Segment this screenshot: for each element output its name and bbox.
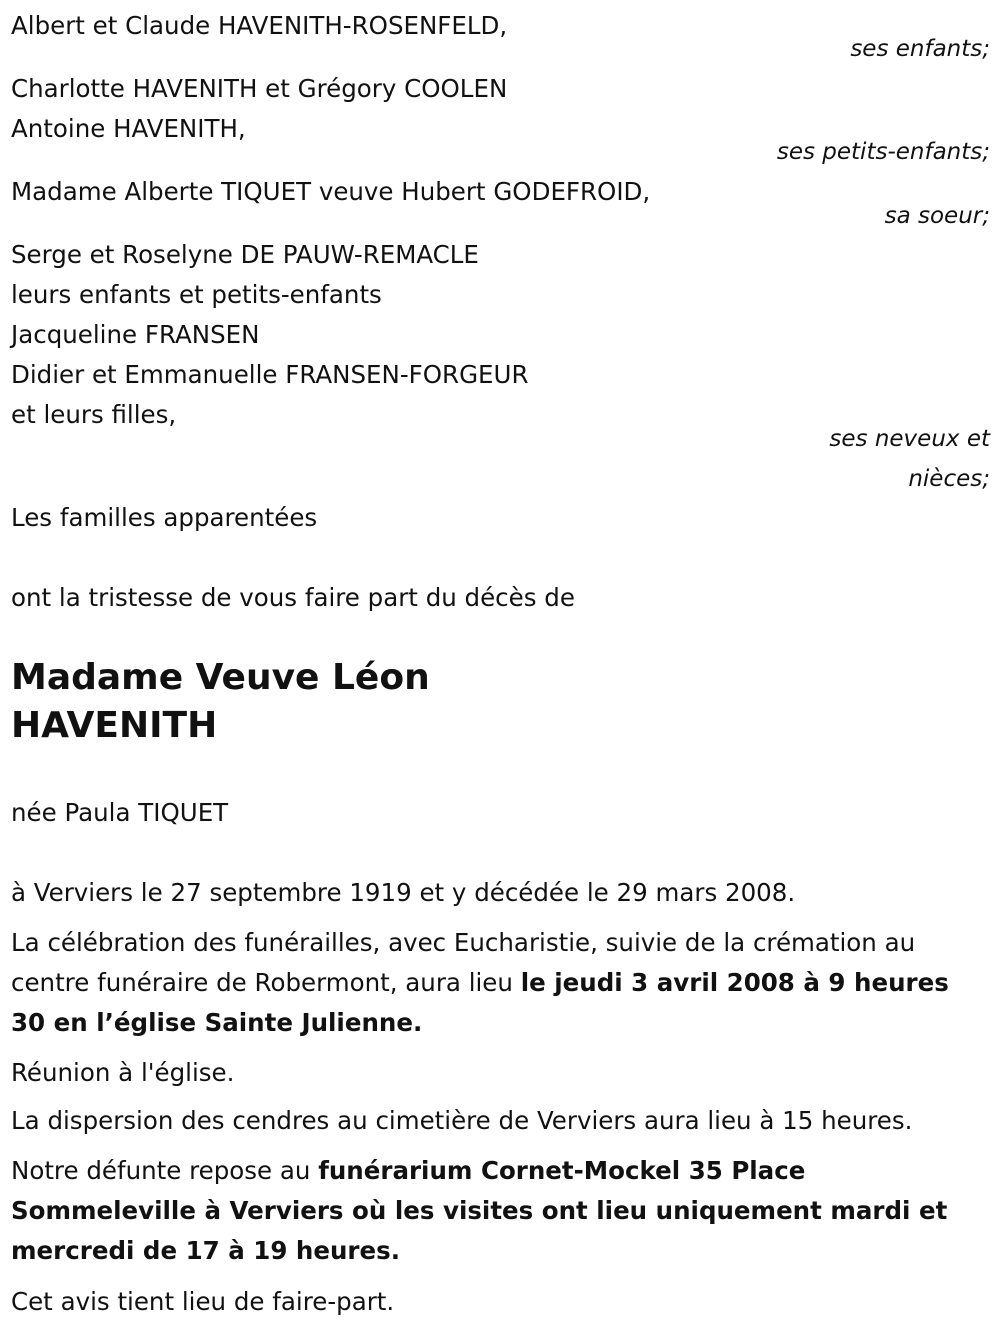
grandchild-name-1: Charlotte HAVENITH et Grégory COOLEN [11, 74, 508, 103]
deceased-name-line-2: HAVENITH [11, 705, 218, 746]
deceased-name-line-1: Madame Veuve Léon [11, 657, 430, 698]
nephew-line-4: Didier et Emmanuelle FRANSEN-FORGEUR [11, 360, 529, 389]
meeting-note: Réunion à l'église. [11, 1058, 235, 1087]
ceremony-text: La célébration des funérailles, avec Eucharistie, suivie de la crémation au centre funéraire de Robermont, aura lieu [11, 928, 916, 997]
sister-name: Madame Alberte TIQUET veuve Hubert GODEFROID, [11, 177, 651, 206]
nephews-role-line-2: nièces; [908, 466, 990, 492]
nephew-line-5: et leurs filles, [11, 400, 177, 429]
birth-death-dates: à Verviers le 27 septembre 1919 et y décédée le 29 mars 2008. [11, 878, 796, 907]
related-families: Les familles apparentées [11, 503, 318, 532]
ceremony-paragraph [11, 923, 991, 1043]
grandchild-name-2: Antoine HAVENITH, [11, 114, 246, 143]
closing-note: Cet avis tient lieu de faire-part. [11, 1287, 395, 1316]
sister-role: sa soeur; [884, 203, 990, 229]
children-names: Albert et Claude HAVENITH-ROSENFELD, [11, 11, 508, 40]
nephew-line-2: leurs enfants et petits-enfants [11, 280, 382, 309]
funeral-home-details: funérarium Cornet-Mockel 35 Place Sommeleville à Verviers où les visites ont lieu uniquement mardi et mercredi de 17 à 19 heures. [11, 1156, 948, 1265]
ashes-dispersion: La dispersion des cendres au cimetière de Verviers aura lieu à 15 heures. [11, 1106, 913, 1135]
grandchildren-role: ses petits-enfants; [776, 139, 990, 165]
nephews-role-line-1: ses neveux et [829, 426, 990, 452]
ceremony-date-place: le jeudi 3 avril 2008 à 9 heures 30 en l’église Sainte Julienne. [11, 968, 949, 1037]
rest-text: Notre défunte repose au [11, 1156, 319, 1185]
rest-paragraph [11, 1151, 991, 1271]
nephew-line-3: Jacqueline FRANSEN [11, 320, 260, 349]
announcement: ont la tristesse de vous faire part du décès de [11, 583, 575, 612]
nephew-line-1: Serge et Roselyne DE PAUW-REMACLE [11, 240, 479, 269]
birth-name: née Paula TIQUET [11, 798, 229, 827]
children-role: ses enfants; [850, 36, 990, 62]
